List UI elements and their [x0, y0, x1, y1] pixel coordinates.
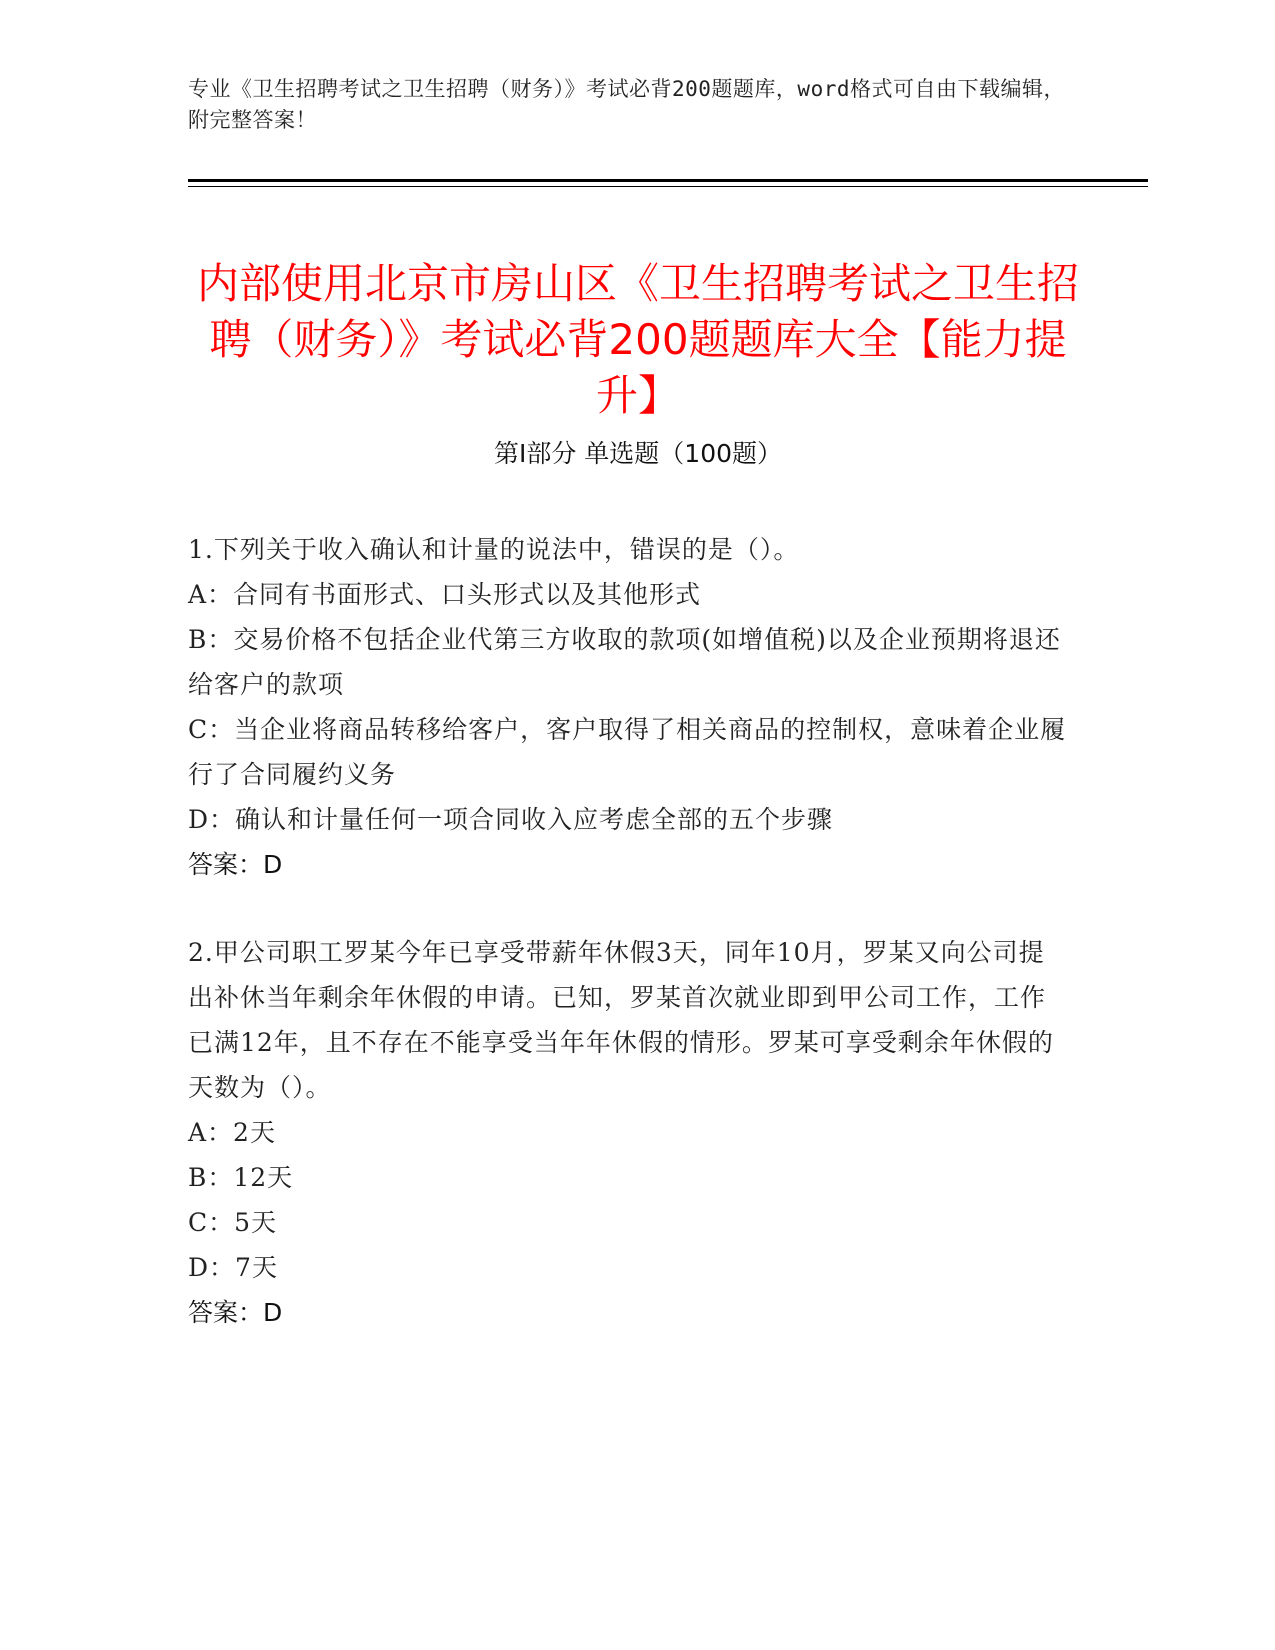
question-1	[188, 527, 1068, 887]
question-stem: 1.下列关于收入确认和计量的说法中，错误的是（）。	[188, 535, 800, 564]
option-d: D：确认和计量任何一项合同收入应考虑全部的五个步骤	[188, 805, 834, 834]
answer: 答案：D	[188, 850, 283, 879]
section-title: 第I部分 单选题（100题）	[493, 439, 783, 468]
option-d: D：7天	[188, 1253, 278, 1282]
header-divider-thick	[188, 179, 1148, 182]
question-stem: 2.甲公司职工罗某今年已享受带薪年休假3天，同年10月，罗某又向公司提出补休当年剩余年休假的申请。已知，罗某首次就业即到甲公司工作，工作已满12年，且不存在不能享受当年年休假的情形。罗某可享受剩余年休假的天数为（）。	[188, 938, 1054, 1102]
option-b: B：12天	[188, 1163, 294, 1192]
question-list	[188, 527, 1068, 1378]
question-2	[188, 930, 1068, 1335]
document-title: 内部使用北京市房山区《卫生招聘考试之卫生招聘（财务）》考试必背200题题库大全【能力提升】	[196, 259, 1079, 421]
option-a: A：2天	[188, 1118, 276, 1147]
option-a: A：合同有书面形式、口头形式以及其他形式	[188, 580, 702, 609]
option-c: C：5天	[188, 1208, 278, 1237]
header-note: 专业《卫生招聘考试之卫生招聘（财务）》考试必背200题题库，word格式可自由下载编辑，附完整答案！	[188, 77, 1065, 132]
option-b: B：交易价格不包括企业代第三方收取的款项(如增值税)以及企业预期将退还给客户的款项	[188, 625, 1061, 699]
answer: 答案：D	[188, 1298, 283, 1327]
header-divider-thin	[188, 186, 1148, 187]
option-c: C：当企业将商品转移给客户，客户取得了相关商品的控制权，意味着企业履行了合同履约义务	[188, 715, 1067, 789]
